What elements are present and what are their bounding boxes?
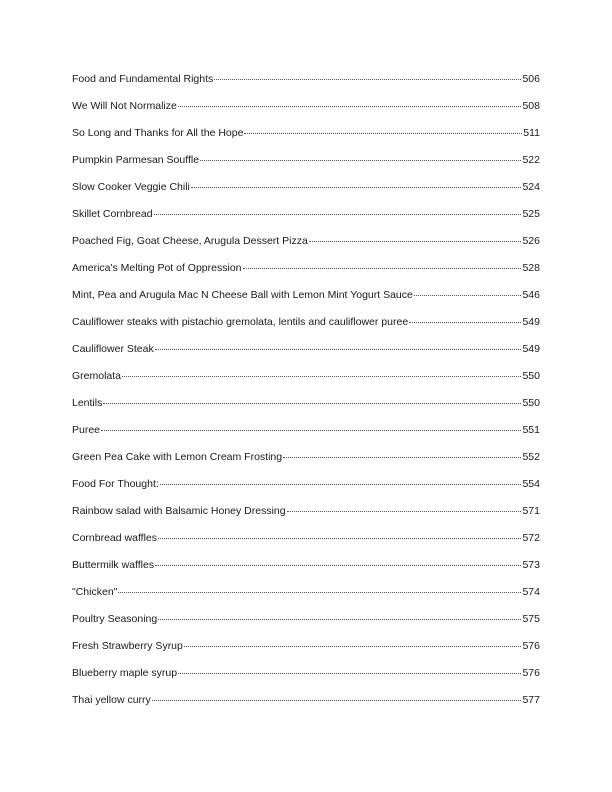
toc-entry[interactable]	[72, 289, 540, 316]
dot-leader	[287, 511, 522, 512]
toc-entry[interactable]	[72, 397, 540, 424]
toc-entry-page-number: 526	[522, 235, 540, 247]
dot-leader	[191, 187, 522, 188]
toc-entry-title: Lentils	[72, 397, 103, 409]
dot-leader	[158, 619, 521, 620]
dot-leader	[154, 214, 522, 215]
toc-entry[interactable]	[72, 613, 540, 640]
toc-entry[interactable]	[72, 451, 540, 478]
toc-entry-page-number: 550	[522, 370, 540, 382]
toc-entry-title: We Will Not Normalize	[72, 100, 177, 112]
toc-entry-page-number: 551	[522, 424, 540, 436]
toc-entry-title: Fresh Strawberry Syrup	[72, 640, 183, 652]
toc-entry-page-number: 577	[522, 694, 540, 706]
toc-entry[interactable]	[72, 127, 540, 154]
toc-entry[interactable]	[72, 154, 540, 181]
toc-entry-title: "Chicken"	[72, 586, 118, 598]
toc-entry-page-number: 574	[522, 586, 540, 598]
toc-entry-page-number: 576	[522, 667, 540, 679]
toc-entry[interactable]	[72, 532, 540, 559]
toc-entry-title: Rainbow salad with Balsamic Honey Dressing	[72, 505, 286, 517]
toc-entry-page-number: 571	[522, 505, 540, 517]
dot-leader	[283, 457, 521, 458]
toc-entry[interactable]	[72, 343, 540, 370]
toc-entry-page-number: 576	[522, 640, 540, 652]
toc-entry-title: Green Pea Cake with Lemon Cream Frosting	[72, 451, 283, 463]
dot-leader	[155, 349, 522, 350]
toc-entry-title: America's Melting Pot of Oppression	[72, 262, 242, 274]
toc-entry-title: So Long and Thanks for All the Hope	[72, 127, 244, 139]
toc-entry-title: Puree	[72, 424, 101, 436]
toc-entry[interactable]	[72, 370, 540, 397]
dot-leader	[122, 376, 521, 377]
toc-entry-title: Mint, Pea and Arugula Mac N Cheese Ball with Lemon Mint Yogurt Sauce	[72, 289, 413, 301]
toc-entry-title: Slow Cooker Veggie Chili	[72, 181, 190, 193]
dot-leader	[152, 700, 522, 701]
toc-entry[interactable]	[72, 478, 540, 505]
toc-entry-page-number: 550	[522, 397, 540, 409]
toc-entry-title: Food For Thought:	[72, 478, 159, 490]
toc-entry-title: Food and Fundamental Rights	[72, 73, 214, 85]
dot-leader	[101, 430, 521, 431]
dot-leader	[414, 295, 522, 296]
toc-entry-page-number: 554	[522, 478, 540, 490]
toc-entry-page-number: 573	[522, 559, 540, 571]
dot-leader	[309, 241, 522, 242]
toc-entry-title: Thai yellow curry	[72, 694, 151, 706]
toc-entry-title: Buttermilk waffles	[72, 559, 155, 571]
toc-entry-page-number: 525	[522, 208, 540, 220]
dot-leader	[103, 403, 521, 404]
toc-entry-page-number: 572	[522, 532, 540, 544]
toc-entry-title: Pumpkin Parmesan Souffle	[72, 154, 200, 166]
dot-leader	[158, 538, 521, 539]
toc-entry-title: Skillet Cornbread	[72, 208, 153, 220]
toc-entry[interactable]	[72, 316, 540, 343]
toc-entry[interactable]	[72, 667, 540, 694]
toc-entry-page-number: 528	[522, 262, 540, 274]
toc-entry-page-number: 549	[522, 343, 540, 355]
dot-leader	[200, 160, 521, 161]
toc-entry-title: Poached Fig, Goat Cheese, Arugula Dessert Pizza	[72, 235, 308, 247]
toc-entry-page-number: 522	[522, 154, 540, 166]
toc-entry[interactable]	[72, 694, 540, 721]
toc-entry[interactable]	[72, 262, 540, 289]
dot-leader	[214, 79, 521, 80]
toc-entry-page-number: 524	[522, 181, 540, 193]
dot-leader	[244, 133, 522, 134]
toc-entry[interactable]	[72, 73, 540, 100]
toc-entry[interactable]	[72, 208, 540, 235]
toc-entry-title: Gremolata	[72, 370, 122, 382]
dot-leader	[118, 592, 521, 593]
toc-entry[interactable]	[72, 640, 540, 667]
toc-entry[interactable]	[72, 181, 540, 208]
toc-entry[interactable]	[72, 235, 540, 262]
toc-entry[interactable]	[72, 505, 540, 532]
dot-leader	[409, 322, 521, 323]
toc-entry-title: Poultry Seasoning	[72, 613, 158, 625]
dot-leader	[155, 565, 521, 566]
toc-entry-page-number: 506	[522, 73, 540, 85]
toc-entry-title: Cornbread waffles	[72, 532, 158, 544]
dot-leader	[184, 646, 522, 647]
toc-entry-page-number: 546	[522, 289, 540, 301]
dot-leader	[160, 484, 522, 485]
toc-entry[interactable]	[72, 586, 540, 613]
toc-entry-title: Blueberry maple syrup	[72, 667, 178, 679]
table-of-contents	[72, 73, 540, 721]
toc-entry-page-number: 549	[522, 316, 540, 328]
toc-entry-page-number: 552	[522, 451, 540, 463]
toc-entry[interactable]	[72, 559, 540, 586]
dot-leader	[178, 106, 522, 107]
toc-entry-page-number: 575	[522, 613, 540, 625]
dot-leader	[178, 673, 521, 674]
toc-entry[interactable]	[72, 424, 540, 451]
toc-entry-title: Cauliflower Steak	[72, 343, 154, 355]
dot-leader	[243, 268, 522, 269]
toc-entry-title: Cauliflower steaks with pistachio gremolata, lentils and cauliflower puree	[72, 316, 409, 328]
toc-entry-page-number: 511	[523, 127, 540, 139]
toc-entry[interactable]	[72, 100, 540, 127]
toc-entry-page-number: 508	[522, 100, 540, 112]
